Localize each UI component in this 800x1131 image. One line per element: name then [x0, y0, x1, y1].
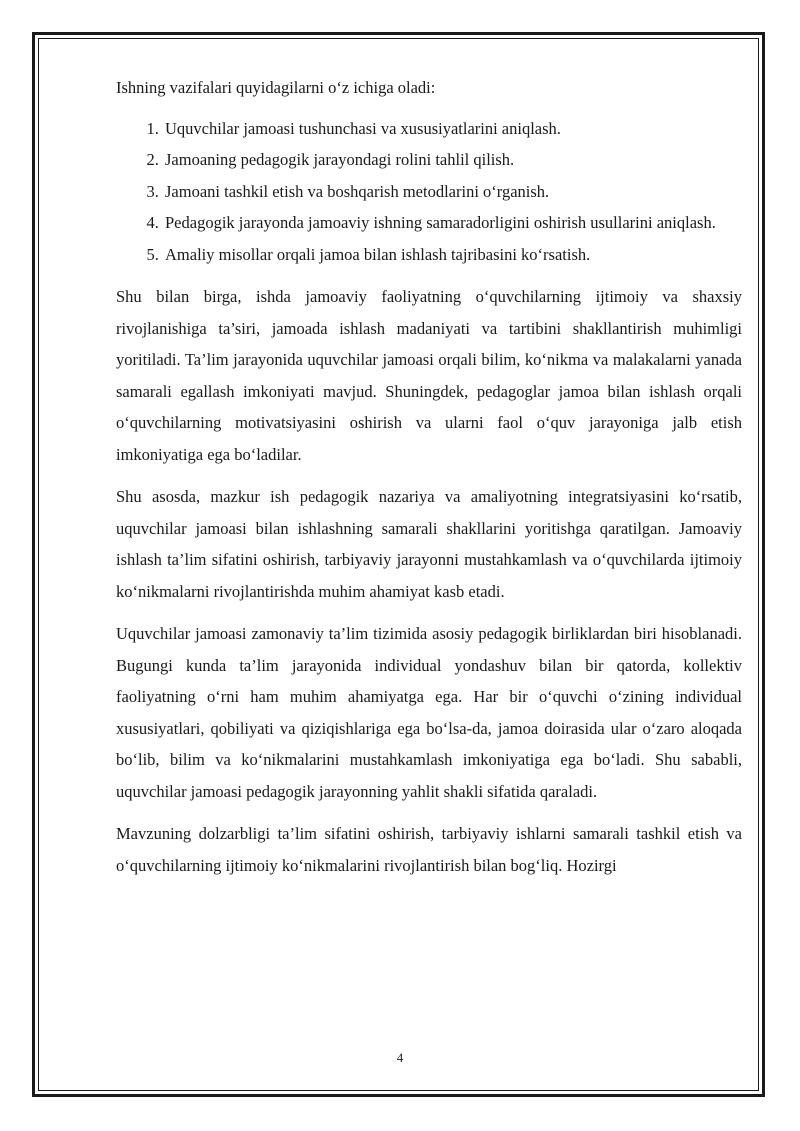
paragraph-1: Shu bilan birga, ishda jamoaviy faoliyatning o‘quvchilarning ijtimoiy va shaxsiy rivojlanishiga ta’siri, jamoada ishlash madaniyati va tartibini shakllantirish muhimligi yoritiladi. Ta’lim jarayonida uquvchilar jamoasi orqali bilim, ko‘nikma va malakalarni yanada samarali egallash imkoniyati mavjud. Shuningdek, pedagoglar jamoa bilan ishlash orqali o‘quvchilarning motivatsiyasini oshirish va ularni faol o‘quv jarayoniga jalb etish imkoniyatiga ega bo‘ladilar.	[116, 287, 742, 464]
intro-text: Ishning vazifalari quyidagilarni o‘z ichiga oladi:	[116, 78, 436, 97]
task-item-5: 5. Amaliy misollar orqali jamoa bilan ishlash tajribasini ko‘rsatish.	[163, 239, 742, 271]
paragraph-3: Uquvchilar jamoasi zamonaviy ta’lim tizimida asosiy pedagogik birliklardan biri hisoblanadi. Bugungi kunda ta’lim jarayonida individual yondashuv bilan bir qatorda, kollektiv faoliyatning o‘rni ham muhim ahamiyatga ega. Har bir o‘quvchi o‘zining individual xususiyatlari, qobiliyati va qiziqishlariga ega bo‘lsa-da, jamoa doirasida ular o‘zaro aloqada bo‘lib, bilim va ko‘nikmalarini mustahkamlash imkoniyatiga ega bo‘ladi. Shu sababli, uquvchilar jamoasi pedagogik jarayonning yahlit shakli sifatida qaraladi.	[116, 624, 742, 801]
paragraph-2: Shu asosda, mazkur ish pedagogik nazariya va amaliyotning integratsiyasini ko‘rsatib, uquvchilar jamoasi bilan ishlashning samarali shakllarini yoritishga qaratilgan. Jamoaviy ishlash ta’lim sifatini oshirish, tarbiyaviy jarayonni mustahkamlash va o‘quvchilarda ijtimoiy ko‘nikmalarni rivojlantirishda muhim ahamiyat kasb etadi.	[116, 487, 742, 601]
document-body	[116, 72, 742, 892]
task-item-1: 1. Uquvchilar jamoasi tushunchasi va xususiyatlarini aniqlash.	[163, 113, 742, 145]
task-list	[116, 113, 742, 271]
page-number: 4	[396, 1050, 404, 1065]
task-item-4: 4. Pedagogik jarayonda jamoaviy ishning samaradorligini oshirish usullarini aniqlash.	[163, 207, 742, 239]
task-item-3: 3. Jamoani tashkil etish va boshqarish metodlarini o‘rganish.	[163, 176, 742, 208]
paragraph-4: Mavzuning dolzarbligi ta’lim sifatini oshirish, tarbiyaviy ishlarni samarali tashkil etish va o‘quvchilarning ijtimoiy ko‘nikmalarini rivojlantirish bilan bog‘liq. Hozirgi	[116, 824, 742, 875]
task-item-2: 2. Jamoaning pedagogik jarayondagi rolini tahlil qilish.	[163, 144, 742, 176]
